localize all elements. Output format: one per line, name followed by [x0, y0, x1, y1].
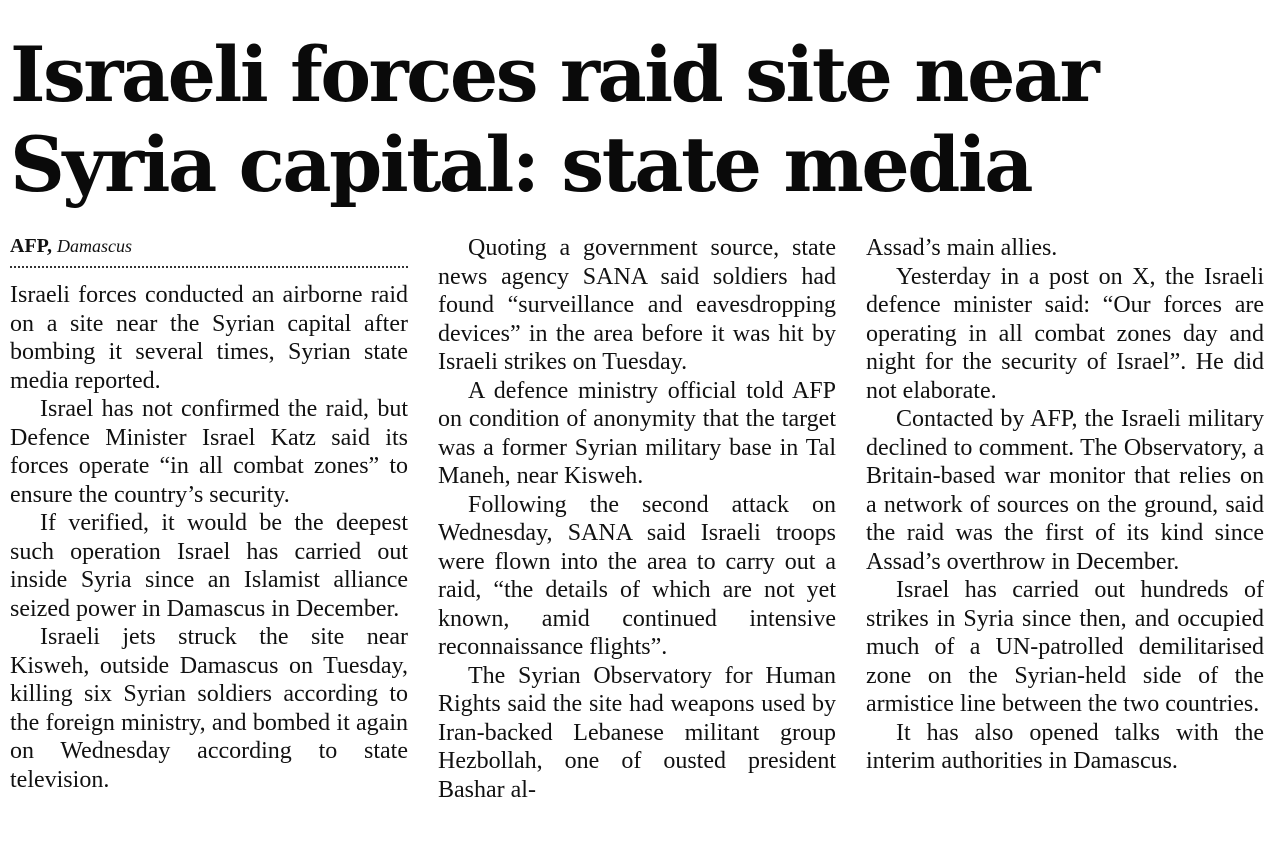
paragraph: Contacted by AFP, the Israeli military declined to comment. The Observatory, a Britain-based war monitor that relies on a network of sources on the ground, said the raid was the first of its kind since Assad’s overthrow in December.: [866, 406, 1264, 575]
paragraph: Following the second attack on Wednesday, SANA said Israeli troops were flown into the area to carry out a raid, “the details of which are not yet known, amid continued intensive reconnaissance flights”.: [438, 491, 836, 660]
article-column-2: [438, 234, 836, 804]
paragraph: Quoting a government source, state news agency SANA said soldiers had found “surveillance and eavesdropping devices” in the area before it was hit by Israeli strikes on Tuesday.: [438, 235, 836, 375]
paragraph: A defence ministry official told AFP on condition of anonymity that the target was a former Syrian military base in Tal Maneh, near Kisweh.: [438, 377, 836, 489]
paragraph: If verified, it would be the deepest such operation Israel has carried out inside Syria since an Islamist alliance seized power in Damascus in December.: [10, 510, 408, 622]
article-column-3: [866, 234, 1264, 776]
byline-agency: AFP,: [10, 235, 53, 257]
article-column-1: [10, 234, 408, 794]
paragraph: Israeli forces conducted an airborne raid on a site near the Syrian capital after bombing it several times, Syrian state media reported.: [10, 282, 408, 394]
paragraph: The Syrian Observatory for Human Rights said the site had weapons used by Iran-backed Lebanese militant group Hezbollah, one of ousted president Bashar al-: [438, 662, 836, 803]
byline-location: Damascus: [57, 236, 133, 256]
paragraph: Israeli jets struck the site near Kisweh, outside Damascus on Tuesday, killing six Syrian soldiers according to the foreign ministry, and bombed it again on Wednesday according to state television.: [10, 624, 408, 793]
headline: Israeli forces raid site near Syria capital: state media: [10, 30, 1098, 209]
paragraph: Israel has carried out hundreds of strikes in Syria since then, and occupied much of a UN-patrolled demilitarised zone on the Syrian-held side of the armistice line between the two countries.: [866, 577, 1264, 717]
paragraph: Yesterday in a post on X, the Israeli defence minister said: “Our forces are operating in all combat zones day and night for the security of Israel”. He did not elaborate.: [866, 263, 1264, 404]
byline: [10, 234, 408, 268]
paragraph: Assad’s main allies.: [866, 235, 1058, 261]
paragraph: Israel has not confirmed the raid, but Defence Minister Israel Katz said its forces operate “in all combat zones” to ensure the country’s security.: [10, 396, 408, 508]
paragraph: It has also opened talks with the interim authorities in Damascus.: [866, 719, 1264, 774]
